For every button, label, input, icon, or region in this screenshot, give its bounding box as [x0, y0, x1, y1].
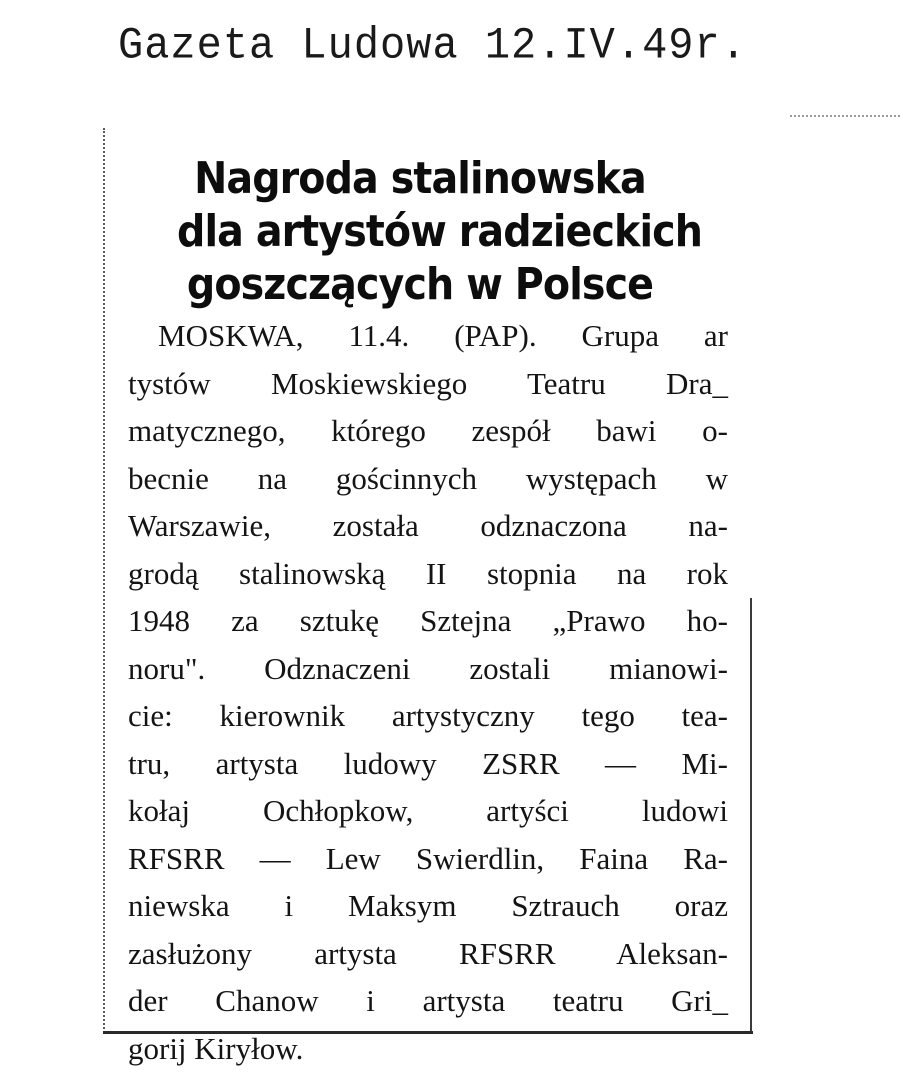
clipping-edge-right	[750, 598, 752, 1032]
body-line: niewska i Maksym Sztrauch oraz	[128, 882, 728, 930]
clipping-edge-left	[103, 128, 105, 1033]
body-line: tru, artysta ludowy ZSRR — Mi-	[128, 740, 728, 788]
body-line: cie: kierownik artystyczny tego tea-	[128, 692, 728, 740]
headline-line: goszczących w Polsce	[177, 258, 663, 311]
body-line: zasłużony artysta RFSRR Aleksan-	[128, 930, 728, 978]
dotted-mark	[790, 115, 900, 117]
body-line: grodą stalinowską II stopnia na rok	[128, 550, 728, 598]
headline-line: dla artystów radzieckich	[177, 205, 663, 258]
body-line: RFSRR — Lew Swierdlin, Faina Ra-	[128, 835, 728, 883]
body-line: gorij Kiryłow.	[128, 1025, 728, 1072]
newspaper-source-date: Gazeta Ludowa 12.IV.49r.	[118, 21, 747, 71]
article-headline	[177, 152, 663, 311]
body-line: 1948 za sztukę Sztejna „Prawo ho-	[128, 597, 728, 645]
body-line: noru". Odznaczeni zostali mianowi-	[128, 645, 728, 693]
body-line: Warszawie, została odznaczona na-	[128, 502, 728, 550]
body-line: becnie na gościnnych występach w	[128, 455, 728, 503]
body-line: tystów Moskiewskiego Teatru Dra_	[128, 360, 728, 408]
article-body	[128, 312, 728, 1072]
body-line: MOSKWA, 11.4. (PAP). Grupa ar	[128, 312, 728, 360]
headline-line: Nagroda stalinowska	[177, 152, 663, 205]
body-line: matycznego, którego zespół bawi o-	[128, 407, 728, 455]
body-line: kołaj Ochłopkow, artyści ludowi	[128, 787, 728, 835]
body-line: der Chanow i artysta teatru Gri_	[128, 977, 728, 1025]
